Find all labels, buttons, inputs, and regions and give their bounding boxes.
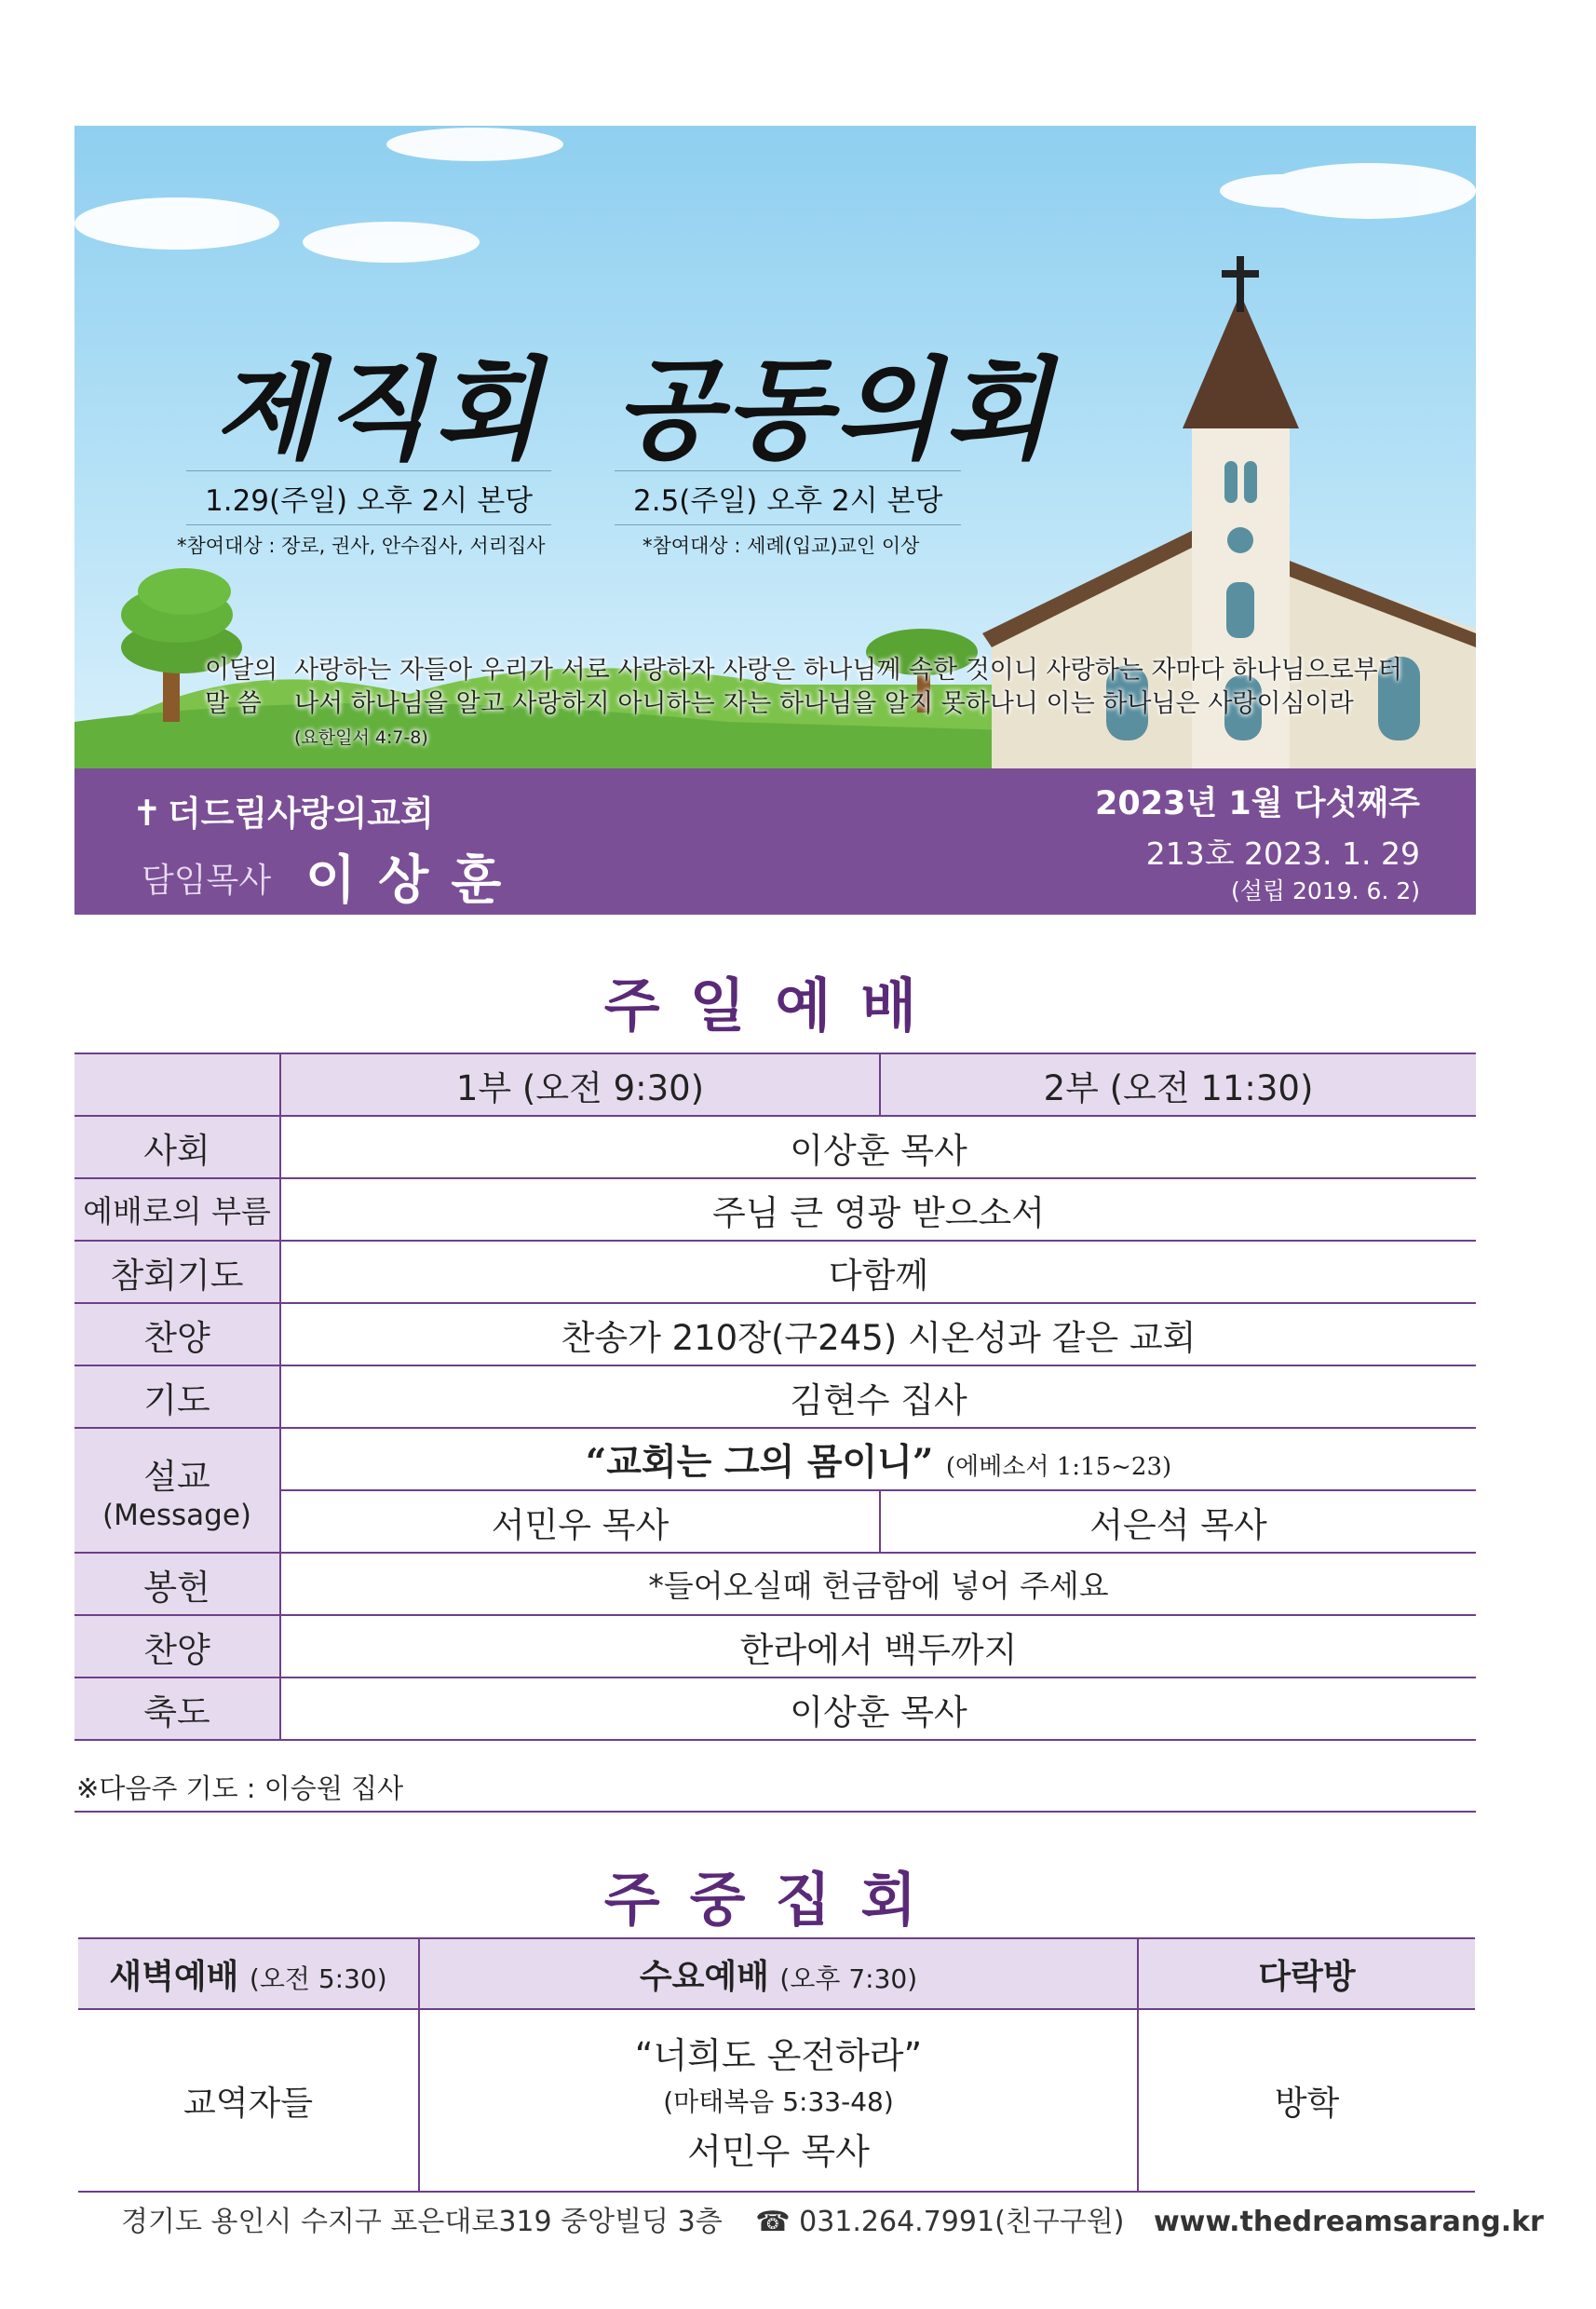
small-group-label: 다락방: [1258, 1957, 1356, 1996]
table-header-row: [74, 1053, 1476, 1116]
wednesday-preacher: 서민우 목사: [687, 2131, 870, 2172]
sunday-service-table: [74, 1053, 1476, 1741]
table-row: [78, 2009, 1475, 2192]
row-value: 이상훈 목사: [280, 1116, 1476, 1178]
dawn-service-header: [78, 1938, 419, 2009]
dawn-service-value: 교역자들: [78, 2009, 419, 2192]
dawn-service-label: 새벽예배: [109, 1957, 239, 1996]
row-label: 예배로의 부름: [74, 1178, 280, 1241]
row-label: 축도: [74, 1677, 280, 1740]
sermon-title-cell: [280, 1428, 1476, 1490]
table-row: [74, 1553, 1476, 1615]
row-value: 한라에서 백두까지: [280, 1615, 1476, 1677]
row-value: 이상훈 목사: [280, 1677, 1476, 1740]
verse-line-2: 나서 하나님을 알고 사랑하지 아니하는 자는 하나님을 알지 못하나니 이는 하나님은 사랑이심이라: [294, 689, 1354, 718]
bulletin-issue: 213호 2023. 1. 29: [1145, 835, 1420, 872]
wednesday-sermon-reference: (마태복음 5:33-48): [663, 2086, 894, 2117]
weekly-meetings-title: 주중집회: [603, 1866, 947, 1934]
second-service-header: 2부 (오전 11:30): [880, 1053, 1476, 1116]
preacher-second: 서은석 목사: [880, 1490, 1476, 1553]
preacher-first: 서민우 목사: [280, 1490, 880, 1553]
pastor-name: 이상훈: [305, 850, 524, 911]
church-name: [132, 785, 434, 835]
weekly-meetings-table: [78, 1937, 1475, 2193]
bulletin-week: 2023년 1월 다섯째주: [1095, 785, 1420, 822]
row-value: *들어오실때 헌금함에 넣어 주세요: [280, 1553, 1476, 1615]
row-label: 찬양: [74, 1615, 280, 1677]
wednesday-sermon-title: “너희도 온전하라”: [634, 2035, 923, 2076]
row-value: 다함께: [280, 1241, 1476, 1303]
header-blank-cell: [74, 1053, 280, 1116]
row-value: 찬송가 210장(구245) 시온성과 같은 교회: [280, 1303, 1476, 1365]
table-header-row: [78, 1938, 1475, 2009]
divider: [74, 1811, 1476, 1813]
wednesday-service-value: [419, 2009, 1138, 2192]
table-row: [74, 1303, 1476, 1365]
wednesday-service-label: 수요예배: [639, 1957, 769, 1996]
church-phone: ☎ 031.264.7991(친구구원): [755, 2206, 1125, 2238]
next-week-prayer: ※다음주 기도 : 이승원 집사: [76, 1772, 404, 1804]
wednesday-service-time: (오후 7:30): [779, 1963, 918, 1994]
event-right-note: *참여대상 : 세례(입교)교인 이상: [642, 535, 920, 557]
church-header: [74, 768, 1476, 915]
church-website: www.thedreamsarang.kr: [1153, 2206, 1544, 2238]
sermon-label-en: (Message): [101, 1499, 252, 1532]
row-label: 기도: [74, 1365, 280, 1428]
verse-label-2: 말 씀: [205, 689, 262, 718]
table-row: [74, 1677, 1476, 1740]
sermon-row: [74, 1428, 1476, 1490]
wednesday-service-header: [419, 1938, 1138, 2009]
small-group-header: [1138, 1938, 1475, 2009]
pastor-role: 담임목사: [142, 862, 272, 900]
table-row: [74, 1178, 1476, 1241]
row-label: 찬양: [74, 1303, 280, 1365]
verse-line-1: 사랑하는 자들아 우리가 서로 사랑하자 사랑은 하나님께 속한 것이니 사랑하는 자마다 하나님으로부터: [294, 656, 1402, 685]
church-name-text: 더드림사랑의교회: [167, 794, 434, 834]
sermon-label-cell: [74, 1428, 280, 1553]
sunday-service-title: 주일예배: [603, 971, 947, 1039]
row-value: 김현수 집사: [280, 1365, 1476, 1428]
row-label: 참회기도: [74, 1241, 280, 1303]
monthly-verse: [205, 654, 1402, 754]
table-row: [74, 1615, 1476, 1677]
table-row: [74, 1365, 1476, 1428]
dawn-service-time: (오전 5:30): [249, 1963, 387, 1994]
row-label: 봉헌: [74, 1553, 280, 1615]
banner-title-left: 제직회: [214, 345, 544, 474]
verse-reference: (요한일서 4:7-8): [294, 727, 428, 748]
preacher-row: [74, 1490, 1476, 1553]
banner: [74, 126, 1476, 768]
event-right-line: 2.5(주일) 오후 2시 본당: [615, 470, 961, 525]
church-founded: (설립 2019. 6. 2): [1231, 877, 1420, 904]
banner-title-right: 공동의회: [615, 345, 1054, 474]
row-value: 주님 큰 영광 받으소서: [280, 1178, 1476, 1241]
sermon-label: 설교: [143, 1457, 210, 1497]
sermon-title: “교회는 그의 몸이니”: [585, 1440, 934, 1484]
row-label: 사회: [74, 1116, 280, 1178]
event-left-note: *참여대상 : 장로, 권사, 안수집사, 서리집사: [177, 535, 546, 557]
table-row: [74, 1116, 1476, 1178]
church-logo-icon: ✝: [132, 793, 162, 834]
first-service-header: 1부 (오전 9:30): [280, 1053, 880, 1116]
verse-label-1: 이달의: [205, 656, 278, 685]
event-left-line: 1.29(주일) 오후 2시 본당: [186, 470, 551, 525]
sermon-reference: (에베소서 1:15~23): [945, 1452, 1172, 1481]
footer: [121, 2198, 1544, 2239]
church-address: 경기도 용인시 수지구 포은대로319 중앙빌딩 3층: [121, 2206, 723, 2238]
small-group-value: 방학: [1138, 2009, 1475, 2192]
table-row: [74, 1241, 1476, 1303]
